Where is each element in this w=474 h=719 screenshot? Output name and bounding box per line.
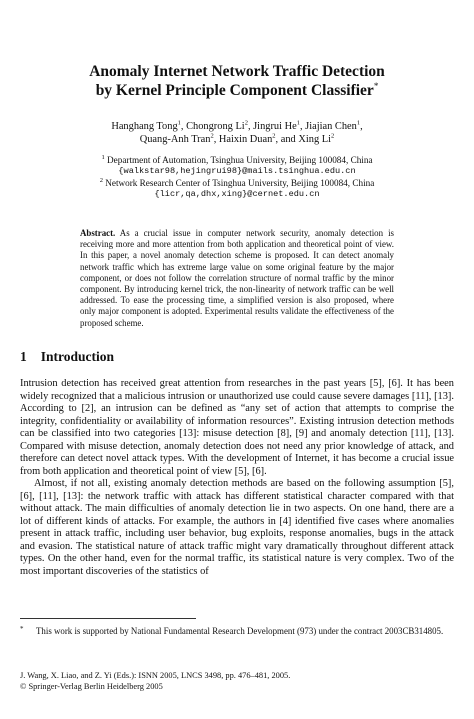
section-heading (20, 349, 114, 365)
affiliation-text: Department of Automation, Tsinghua University, Beijing 100084, China (107, 155, 373, 165)
author-line-1: Hanghang Tong$^1$, Chongrong Li$^2$, Jingrui He$^1$, Jiajian Chen$^1$, (111, 119, 363, 132)
citation-line: J. Wang, X. Liao, and Z. Yi (Eds.): ISNN 2005, LNCS 3498, pp. 476–481, 2005. (20, 671, 291, 680)
author-line-2: Quang-Anh Tran$^2$, Haixin Duan$^2$, and Xing Li$^2$ (139, 132, 335, 145)
author-name: Jiajian Chen (305, 121, 357, 132)
paper-title (20, 62, 454, 100)
author-name: Haixin Duan (218, 134, 273, 145)
publication-footer (20, 670, 454, 692)
affiliation-text: Network Research Center of Tsinghua University, Beijing 100084, China (105, 177, 375, 188)
author-conjunction: and (280, 134, 296, 145)
abstract-label: Abstract. (80, 228, 116, 238)
title-line-2 (20, 81, 454, 100)
affiliation-2-email: {licr,qa,dhx,xing}@cernet.edu.cn (154, 189, 320, 200)
affiliation-2 (20, 178, 454, 189)
affiliation-1 (20, 155, 454, 166)
footnote-rule (20, 618, 196, 619)
author-affiliation: 2 (210, 132, 214, 140)
footnote-text: This work is supported by National Fundamental Research Development (973) under the contract 2003CB314805. (36, 626, 444, 636)
affiliation-number: 1 (101, 153, 105, 161)
section-title: Introduction (40, 349, 115, 364)
author-affiliation: 1 (356, 119, 361, 127)
footnote (20, 626, 454, 637)
body-text (20, 378, 454, 578)
abstract (80, 228, 394, 329)
section-number: 1 (20, 349, 27, 364)
affiliation-number: 2 (99, 176, 103, 184)
paragraph: Intrusion detection has received great attention from researches in the past years [5], [6]. It has been widely recognized that a malicious intrusion or unauthorized use could cause severe damages [11], [13]. According to [2], an intrusion can be defined as “any set of action that attempts to comprise the integrity, confidentiality or availability of information resources”. Existing intrusion detection methods can be classified into two categories [13]: misuse detection [8], [9] and anomaly detection [11], [13]. Compared with misuse detection, anomaly detection does not need any prior knowledge of attack, and therefore can detect novel attack types. With the development of Internet, it has become a crucial issue from both application and theoretical point of view [5], [6]. (20, 378, 454, 477)
author-affiliation: 2 (272, 132, 276, 140)
affiliation-1-email: {walkstar98,hejingrui98}@mails.tsinghua.edu.cn (118, 166, 356, 177)
abstract-text: As a crucial issue in computer network security, anomaly detection is receiving more and more attention from both application and theoretical point of view. In this paper, a novel anomaly detection scheme is proposed. It can detect anomaly network traffic which has extreme large value on some original feature by the major component, or does not follow the correlation structure of normal traffic by the minor component. By introducing kernel trick, the non-linearity of network traffic can be well addressed. To ease the processing time, a simplified version is also proposed, where only major component is adopted. Experimental results validate the effectiveness of the proposed scheme. (80, 228, 395, 328)
author-affiliation: 1 (177, 119, 181, 127)
title-footnote-marker: * (373, 80, 379, 91)
author-name: Quang-Anh Tran (139, 134, 211, 145)
title-line-1: Anomaly Internet Network Traffic Detection (89, 63, 385, 80)
copyright-line: © Springer-Verlag Berlin Heidelberg 2005 (20, 682, 163, 691)
footnote-marker: * (20, 625, 24, 633)
author-list (20, 120, 454, 146)
author-name: Xing Li (298, 134, 331, 145)
paragraph: Almost, if not all, existing anomaly detection methods are based on the following assumption [5], [6], [11], [13]: the network traffic with attack has different statistical character compared with that without attack. The main difficulties of anomaly detection lie in two aspects. On one hand, there are a lot of different kinds of attacks. For example, the authors in [4] identified five cases where anomalies present in attack traffic, including user behavior, bug exploits, response anomalies, bugs in the attack and evasion. The statistical nature of attack traffic might vary dramatically throughout different attack types. On the other hand, even for the normal traffic, its statistical nature is very complex. Two of the most important discoveries of the statistics of (20, 478, 454, 577)
affiliations (20, 155, 454, 201)
author-name: Jingrui He (253, 121, 297, 132)
author-name: Chongrong Li (186, 121, 245, 132)
title-line-2-text: by Kernel Principle Component Classifier (95, 82, 374, 99)
author-affiliation: 2 (244, 119, 248, 127)
author-affiliation: 2 (331, 132, 335, 140)
author-affiliation: 1 (296, 119, 300, 127)
author-name: Hanghang Tong (111, 121, 178, 132)
